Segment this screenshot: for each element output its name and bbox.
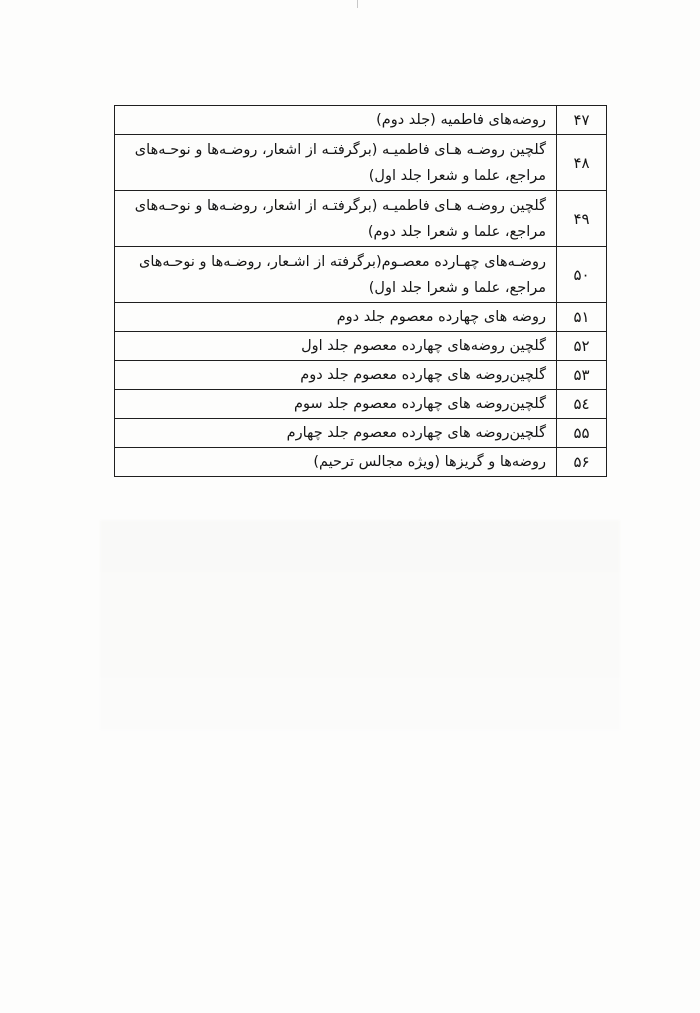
row-title: گلچین روضـه هـای فاطمیـه (برگرفتـه از اشعار، روضـه‌ها و نوحـه‌های مراجع، علما و شعرا جلد اول) xyxy=(115,135,557,191)
table-row xyxy=(115,191,607,247)
row-title: گلچین‌روضه های چهارده معصوم جلد دوم xyxy=(115,361,557,390)
row-number: ۴۹ xyxy=(557,191,607,247)
table-row xyxy=(115,303,607,332)
row-number: ۵۲ xyxy=(557,332,607,361)
row-number: ۵۶ xyxy=(557,448,607,477)
row-number: ۵۱ xyxy=(557,303,607,332)
table-row xyxy=(115,106,607,135)
table-row xyxy=(115,361,607,390)
bleed-through-shadow xyxy=(100,520,620,730)
row-title: گلچین روضه‌های چهارده معصوم جلد اول xyxy=(115,332,557,361)
table-row xyxy=(115,332,607,361)
row-number: ۴۷ xyxy=(557,106,607,135)
row-number: ۴۸ xyxy=(557,135,607,191)
book-list-table xyxy=(114,105,607,477)
table-row xyxy=(115,247,607,303)
row-title: روضه‌ها و گریزها (ویژه مجالس ترحیم) xyxy=(115,448,557,477)
row-title: روضـه‌های چهـارده معصـوم(برگرفته از اشـعار، روضـه‌ها و نوحـه‌های مراجع، علما و شعرا جلد اول) xyxy=(115,247,557,303)
row-number: ۵۰ xyxy=(557,247,607,303)
table-row xyxy=(115,390,607,419)
row-number: ۵٤ xyxy=(557,390,607,419)
page-top-mark xyxy=(357,0,358,8)
row-number: ۵۵ xyxy=(557,419,607,448)
row-title: گلچین‌روضه های چهارده معصوم جلد سوم xyxy=(115,390,557,419)
row-title: روضه های چهارده معصوم جلد دوم xyxy=(115,303,557,332)
row-title: گلچین روضـه هـای فاطمیـه (برگرفتـه از اشعار، روضـه‌ها و نوحـه‌های مراجع، علما و شعرا جلد دوم) xyxy=(115,191,557,247)
table-row xyxy=(115,419,607,448)
table-row xyxy=(115,448,607,477)
row-title: گلچین‌روضه های چهارده معصوم جلد چهارم xyxy=(115,419,557,448)
row-number: ۵۳ xyxy=(557,361,607,390)
row-title: روضه‌های فاطمیه (جلد دوم) xyxy=(115,106,557,135)
table-row xyxy=(115,135,607,191)
